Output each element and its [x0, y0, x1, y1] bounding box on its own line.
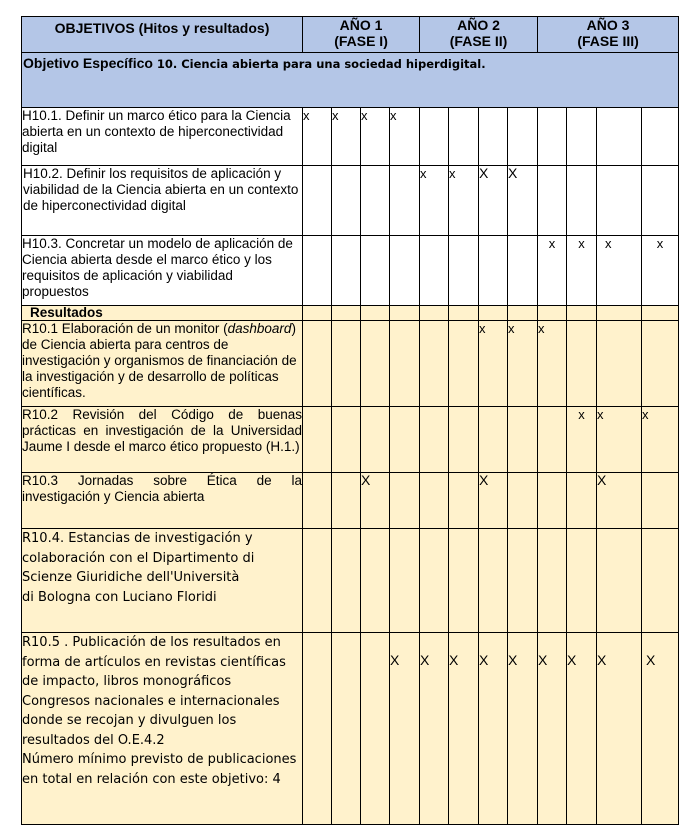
schedule-mark	[390, 166, 420, 236]
schedule-mark	[390, 321, 420, 407]
schedule-mark	[390, 236, 420, 306]
schedule-mark: x	[642, 407, 679, 473]
schedule-mark: x	[538, 321, 567, 407]
schedule-mark: x	[508, 321, 538, 407]
schedule-mark	[597, 529, 642, 633]
schedule-mark	[642, 108, 679, 166]
schedule-mark	[420, 529, 449, 633]
hito-row	[22, 236, 679, 306]
schedule-mark	[642, 473, 679, 529]
header-year-1	[303, 17, 420, 53]
schedule-mark	[642, 166, 679, 236]
hito-row	[22, 108, 679, 166]
resultado-line: Scienze Giuridiche dell'Università	[22, 570, 240, 585]
schedule-mark	[332, 166, 361, 236]
schedule-mark	[332, 236, 361, 306]
schedule-mark	[538, 473, 567, 529]
schedule-mark	[361, 236, 390, 306]
resultado-text	[22, 529, 303, 633]
resultado-text: R10.3 Jornadas sobre Ética de la investigación y Ciencia abierta	[22, 473, 303, 529]
schedule-mark: X	[538, 633, 567, 825]
resultado-line: colaboración con el Dipartimento di	[22, 550, 255, 566]
schedule-mark: X	[479, 166, 508, 236]
schedule-mark	[449, 236, 479, 306]
schedule-mark	[567, 321, 597, 407]
schedule-mark	[361, 529, 390, 633]
year-2-label: AÑO 2	[457, 17, 500, 33]
schedule-mark	[449, 473, 479, 529]
resultado-line: Número mínimo previsto de publicaciones	[22, 752, 297, 767]
resultado-text-part: R10.1 Elaboración de un monitor (	[22, 321, 228, 336]
resultados-label: Resultados	[22, 306, 303, 321]
schedule-mark: X	[597, 473, 642, 529]
schedule-mark	[538, 407, 567, 473]
schedule-mark	[449, 108, 479, 166]
schedule-mark	[361, 166, 390, 236]
schedule-mark	[567, 166, 597, 236]
schedule-mark	[642, 321, 679, 407]
schedule-mark	[303, 407, 332, 473]
hito-text: H10.2. Definir los requisitos de aplicación y viabilidad de la Ciencia abierta en un contexto de hiperconectividad digital	[22, 166, 303, 236]
schedule-mark	[420, 236, 449, 306]
schedule-mark	[479, 529, 508, 633]
resultado-line: R10.4. Estancias de investigación y	[22, 531, 253, 546]
schedule-mark: x	[642, 236, 679, 306]
objective-row	[22, 53, 679, 108]
schedule-mark: x	[597, 407, 642, 473]
resultado-line: di Bologna con Luciano Floridi	[22, 589, 217, 605]
resultado-text: R10.2 Revisión del Código de buenas prácticas en investigación de la Universidad Jaume I desde el marco ético propuesto (H.1.)	[22, 407, 303, 473]
schedule-mark	[332, 529, 361, 633]
hito-row	[22, 166, 679, 236]
schedule-mark: x	[390, 108, 420, 166]
schedule-mark	[303, 321, 332, 407]
phase-2-label: (FASE II)	[449, 33, 508, 49]
schedule-mark: X	[479, 473, 508, 529]
resultado-text	[22, 321, 303, 407]
schedule-mark	[508, 236, 538, 306]
schedule-mark: X	[390, 633, 420, 825]
schedule-mark	[420, 108, 449, 166]
schedule-mark: x	[538, 236, 567, 306]
schedule-mark	[479, 407, 508, 473]
schedule-mark	[567, 529, 597, 633]
hito-text: H10.3. Concretar un modelo de aplicación de Ciencia abierta desde el marco ético y los requisitos de aplicación y viabilidad propuestos	[22, 236, 303, 306]
schedule-mark: X	[597, 633, 642, 825]
header-year-3	[538, 17, 679, 53]
objective-label: Objetivo Específico	[23, 55, 153, 71]
schedule-mark	[597, 321, 642, 407]
schedule-mark: x	[479, 321, 508, 407]
resultado-row	[22, 407, 679, 473]
schedule-mark: X	[567, 633, 597, 825]
phase-3-label: (FASE III)	[577, 33, 639, 49]
schedule-mark	[303, 473, 332, 529]
schedule-mark	[420, 473, 449, 529]
schedule-mark: X	[642, 633, 679, 825]
schedule-mark	[567, 108, 597, 166]
resultado-row	[22, 321, 679, 407]
resultados-header-row	[22, 306, 679, 321]
hito-text: H10.1. Definir un marco ético para la Ciencia abierta en un contexto de hiperconectividad digital	[22, 108, 303, 166]
schedule-mark	[303, 236, 332, 306]
schedule-mark	[508, 407, 538, 473]
schedule-mark	[449, 529, 479, 633]
schedule-mark: X	[449, 633, 479, 825]
year-1-label: AÑO 1	[339, 17, 383, 33]
resultado-row	[22, 473, 679, 529]
schedule-mark	[332, 473, 361, 529]
resultado-line: donde se recojan y divulguen los	[22, 713, 237, 728]
schedule-mark	[597, 108, 642, 166]
schedule-mark	[642, 529, 679, 633]
schedule-mark: X	[508, 166, 538, 236]
schedule-mark	[361, 321, 390, 407]
resultado-text-part: ) de Ciencia abierta para centros de investigación y organismos de financiación de la investigación y de desarrollo de políticas científicas.	[22, 321, 297, 400]
schedule-mark: x	[303, 108, 332, 166]
schedule-mark	[449, 407, 479, 473]
resultado-line: Congresos nacionales e internacionales	[22, 693, 280, 709]
schedule-mark	[479, 108, 508, 166]
schedule-mark	[332, 633, 361, 825]
header-year-2	[420, 17, 538, 53]
schedule-mark: x	[567, 407, 597, 473]
resultado-line: forma de artículos en revistas científicas	[22, 654, 286, 670]
resultado-line: de impacto, libros monográficos	[22, 674, 232, 689]
resultado-text-italic: dashboard	[227, 321, 292, 336]
schedule-mark	[479, 236, 508, 306]
resultado-row	[22, 529, 679, 633]
schedule-mark	[538, 108, 567, 166]
schedule-mark	[332, 321, 361, 407]
schedule-mark	[332, 407, 361, 473]
resultado-line: resultados del O.E.4.2	[22, 732, 165, 748]
resultado-line: R10.5 . Publicación de los resultados en	[22, 635, 281, 650]
schedule-mark: x	[449, 166, 479, 236]
schedule-mark	[420, 321, 449, 407]
schedule-mark: x	[361, 108, 390, 166]
schedule-mark	[508, 108, 538, 166]
resultado-text	[22, 633, 303, 825]
schedule-mark	[538, 166, 567, 236]
schedule-mark	[508, 529, 538, 633]
schedule-mark: x	[597, 236, 642, 306]
schedule-mark	[597, 166, 642, 236]
schedule-mark	[303, 633, 332, 825]
schedule-mark	[361, 407, 390, 473]
phase-1-label: (FASE I)	[334, 33, 388, 49]
schedule-mark: x	[567, 236, 597, 306]
year-3-label: AÑO 3	[586, 17, 630, 33]
resultado-row	[22, 633, 679, 825]
schedule-mark	[390, 407, 420, 473]
schedule-mark: x	[332, 108, 361, 166]
schedule-mark	[361, 633, 390, 825]
schedule-mark: X	[361, 473, 390, 529]
schedule-mark	[303, 529, 332, 633]
schedule-mark	[303, 166, 332, 236]
schedule-table	[21, 16, 679, 825]
schedule-mark	[420, 407, 449, 473]
schedule-mark: X	[479, 633, 508, 825]
schedule-mark: X	[420, 633, 449, 825]
schedule-mark	[390, 473, 420, 529]
resultado-line: en total en relación con este objetivo: 4	[22, 771, 281, 787]
schedule-mark: X	[508, 633, 538, 825]
schedule-mark	[449, 321, 479, 407]
schedule-mark	[567, 473, 597, 529]
schedule-mark	[390, 529, 420, 633]
schedule-mark: x	[420, 166, 449, 236]
schedule-mark	[508, 473, 538, 529]
objective-text: 10. Ciencia abierta para una sociedad hiperdigital.	[156, 57, 486, 71]
header-objetivos: OBJETIVOS (Hitos y resultados)	[22, 17, 303, 53]
schedule-mark	[538, 529, 567, 633]
